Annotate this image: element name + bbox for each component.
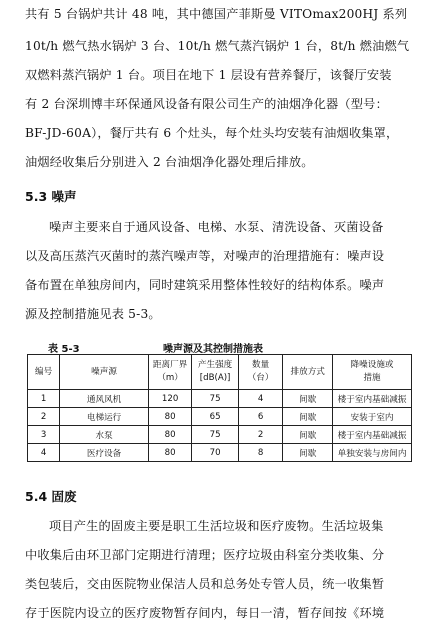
paragraph-line: 项目产生的固废主要是职工生活垃圾和医疗废物。生活垃圾集	[49, 519, 384, 533]
table-cell: 80	[148, 408, 191, 426]
table-cell: 医疗设备	[60, 444, 149, 462]
table-row	[28, 390, 412, 408]
table-cell: 4	[28, 444, 60, 462]
table-cell: 间歇	[283, 444, 333, 462]
paragraph-line: 中收集后由环卫部门定期进行清理；医疗垃圾由科室分类收集、分	[25, 548, 385, 562]
paragraph-line: 类包装后，交由医院物业保洁人员和总务处专管人员，统一收集暂	[25, 577, 385, 591]
table-cell: 6	[238, 408, 282, 426]
table-row	[28, 408, 412, 426]
table-cell: 4	[238, 390, 282, 408]
table-label: 表 5-3	[48, 344, 80, 355]
paragraph-line: 存于医院内设立的医疗废物暂存间内，每日一清，暂存间按《环境	[25, 606, 385, 620]
paragraph-line: 备布置在单独房间内，同时建筑采用整体性较好的结构体系。噪声	[25, 278, 385, 292]
table-cell: 楼于室内基础减振	[333, 426, 412, 444]
table-cell: 水泵	[60, 426, 149, 444]
table-cell: 安装于室内	[333, 408, 412, 426]
table-cell: 2	[238, 426, 282, 444]
table-cell: 3	[28, 426, 60, 444]
table-cell: 75	[192, 426, 239, 444]
header-cell: 排放方式	[283, 355, 333, 390]
header-cell: 产生强度 [dB(A)]	[192, 355, 239, 390]
paragraph-line: 噪声主要来自于通风设备、电梯、水泵、清洗设备、灭菌设备	[49, 220, 384, 234]
table-row	[28, 444, 412, 462]
header-cell: 降噪设施或 措施	[333, 355, 412, 390]
header-cell: 距离厂界 （m）	[148, 355, 191, 390]
table-cell: 单独安装与房间内	[333, 444, 412, 462]
paragraph-line: 油烟经收集后分别进入 2 台油烟净化器处理后排放。	[25, 155, 314, 169]
table-cell: 间歇	[283, 426, 333, 444]
header-cell: 噪声源	[60, 355, 149, 390]
table-cell: 电梯运行	[60, 408, 149, 426]
table-cell: 80	[148, 426, 191, 444]
table-cell: 楼于室内基础减振	[333, 390, 412, 408]
paragraph-line: 有 2 台深圳博丰环保通风设备有限公司生产的油烟净化器（型号：	[25, 97, 388, 111]
table-cell: 间歇	[283, 390, 333, 408]
table-row	[28, 426, 412, 444]
section-heading-noise: 5.3 噪声	[25, 189, 77, 204]
table-header-row	[28, 355, 412, 390]
noise-source-table	[27, 354, 412, 462]
header-cell: 数量 （台）	[238, 355, 282, 390]
paragraph-line: 共有 5 台锅炉共计 48 吨，其中德国产菲斯曼 VITOmax200HJ 系列	[25, 7, 408, 21]
table-cell: 间歇	[283, 408, 333, 426]
table-cell: 通风风机	[60, 390, 149, 408]
table-cell: 8	[238, 444, 282, 462]
table-cell: 2	[28, 408, 60, 426]
table-cell: 1	[28, 390, 60, 408]
paragraph-line: 源及控制措施见表 5-3。	[25, 307, 161, 321]
paragraph-line: 10t/h 燃气热水锅炉 3 台、10t/h 燃气蒸汽锅炉 1 台，8t/h 燃油燃气	[25, 39, 410, 53]
table-cell: 80	[148, 444, 191, 462]
section-heading-solid-waste: 5.4 固废	[25, 489, 77, 504]
paragraph-line: 双燃料蒸汽锅炉 1 台。项目在地下 1 层设有营养餐厅，该餐厅安装	[25, 68, 392, 82]
paragraph-line: BF-JD-60A），餐厅共有 6 个灶头，每个灶头均安装有油烟收集罩，	[25, 126, 399, 140]
header-cell: 编号	[28, 355, 60, 390]
paragraph-line: 以及高压蒸汽灭菌时的蒸汽噪声等，对噪声的治理措施有：噪声设	[25, 249, 385, 263]
table-cell: 75	[192, 390, 239, 408]
table-cell: 65	[192, 408, 239, 426]
table-cell: 70	[192, 444, 239, 462]
table-cell: 120	[148, 390, 191, 408]
table-title: 噪声源及其控制措施表	[163, 344, 263, 355]
